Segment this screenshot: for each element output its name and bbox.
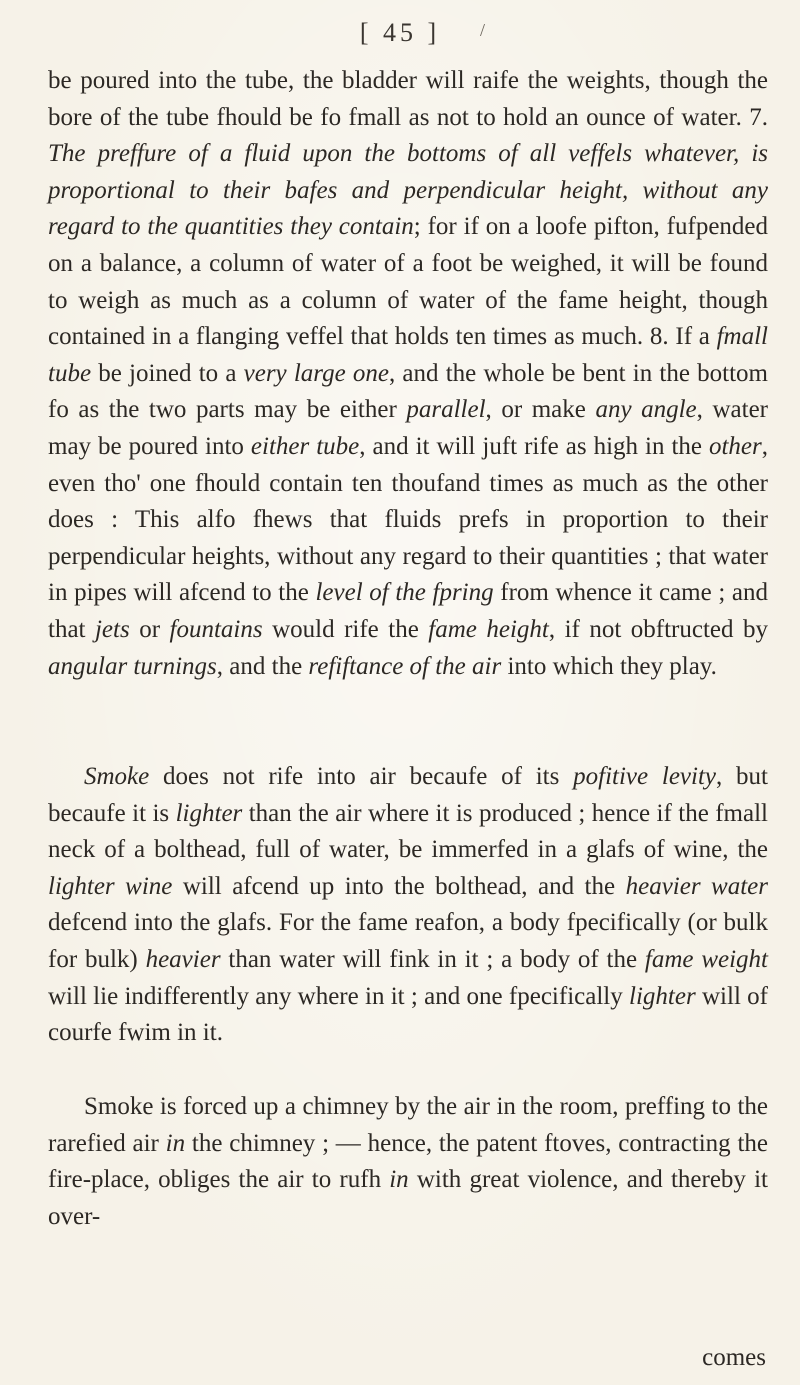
italic-run: either tube <box>250 432 360 460</box>
text-run: than water will fink in it ; a body of the <box>220 945 645 973</box>
italic-run: Smoke <box>84 763 150 790</box>
margin-mark: / <box>480 20 486 40</box>
italic-run: other <box>708 432 762 460</box>
italic-run: in <box>165 1129 186 1157</box>
text-run: or <box>129 615 170 643</box>
italic-run: lighter <box>175 799 243 827</box>
catchword: comes <box>702 1344 766 1371</box>
italic-run: lighter <box>629 982 696 1010</box>
text-run: , and the <box>216 652 309 680</box>
paragraph-text <box>48 759 768 1052</box>
text-run: Smoke is forced up a chimney by the air in the room, preffing to the rarefied air <box>48 1093 768 1157</box>
italic-run: refiftance of the air <box>308 652 502 680</box>
italic-run: heavier <box>145 945 221 973</box>
paragraph-text <box>48 63 768 685</box>
text-run: than the air where it is produced ; hence if the fmall neck of a bolthead, full of water, be immerfed in a glafs of wine, the <box>48 799 768 864</box>
text-run: be poured into the tube, the bladder will raife the weights, though the bore of the tube fhould be fo fmall as not to hold an ounce of water. 7. <box>48 67 768 131</box>
italic-run: level of the fpring <box>315 579 494 607</box>
italic-run: fountains <box>169 615 263 643</box>
italic-run: fame height <box>428 615 549 643</box>
text-run: , and it will juft rife as high in the <box>359 432 709 460</box>
text-run: be joined to a <box>91 359 244 387</box>
text-run: does not rife into air becaufe of its <box>149 763 574 790</box>
italic-run: any angle <box>595 396 697 424</box>
text-run: , water may be poured into <box>48 396 768 460</box>
italic-run: very large one <box>243 359 389 387</box>
italic-run: heavier water <box>625 872 768 900</box>
text-run: ; for if on a loofe pifton, fufpended on a balance, a column of water of a foot be weighed, it will be found to weigh as much as a column of water of the fame height, though contained in a flanging veffel that holds ten times as much. 8. If a <box>48 213 769 351</box>
text-run: would rife the <box>262 615 429 643</box>
text-run: will afcend up into the bolthead, and the <box>172 872 626 900</box>
text-run: , and the whole be bent in the bottom fo as the two parts may be either <box>48 359 768 424</box>
text-run: from whence it came ; and that <box>48 579 768 643</box>
text-run: with great violence, and thereby it over- <box>48 1166 768 1230</box>
italic-run: fame weight <box>644 945 769 973</box>
italic-run: jets <box>94 615 130 643</box>
text-run: will of courfe fwim in it. <box>48 982 768 1047</box>
italic-run: angular turnings <box>48 652 217 680</box>
text-run: , or make <box>485 396 596 424</box>
text-run: , if not obftructed by <box>548 615 769 643</box>
text-run: the chimney ; — hence, the patent ftoves, contracting the fire-place, obliges the air to rufh <box>48 1129 769 1194</box>
italic-run: parallel <box>406 396 486 424</box>
italic-run: in <box>389 1166 409 1194</box>
paragraph-hydrostatics <box>48 63 768 685</box>
italic-run: fmall tube <box>48 323 768 387</box>
text-run: into which they play. <box>501 652 717 680</box>
paragraph-chimney <box>48 1089 768 1235</box>
paragraph-text <box>48 1089 768 1235</box>
text-run: , but becaufe it is <box>48 763 768 827</box>
italic-run: pofitive levity <box>573 763 717 790</box>
text-run: defcend into the glafs. For the fame reafon, a body fpecifically (or bulk for bulk) <box>48 909 768 973</box>
italic-run: The preffure of a fluid upon the bottoms of all veffels whatever, is proportional to their bafes and perpendicular height, without any regard to the quantities they contain <box>48 140 768 241</box>
text-run: , even tho' one fhould contain ten thoufand times as much as the other does : This alfo fhews that fluids prefs in proportion to their perpendicular heights, without any regard to their quantities ; that water in pipes will afcend to the <box>48 432 769 607</box>
page-number: [ 45 ] <box>359 18 441 47</box>
paragraph-smoke-levity <box>48 759 768 1052</box>
italic-run: lighter wine <box>48 872 173 900</box>
text-run: will lie indifferently any where in it ; and one fpecifically <box>48 982 630 1010</box>
